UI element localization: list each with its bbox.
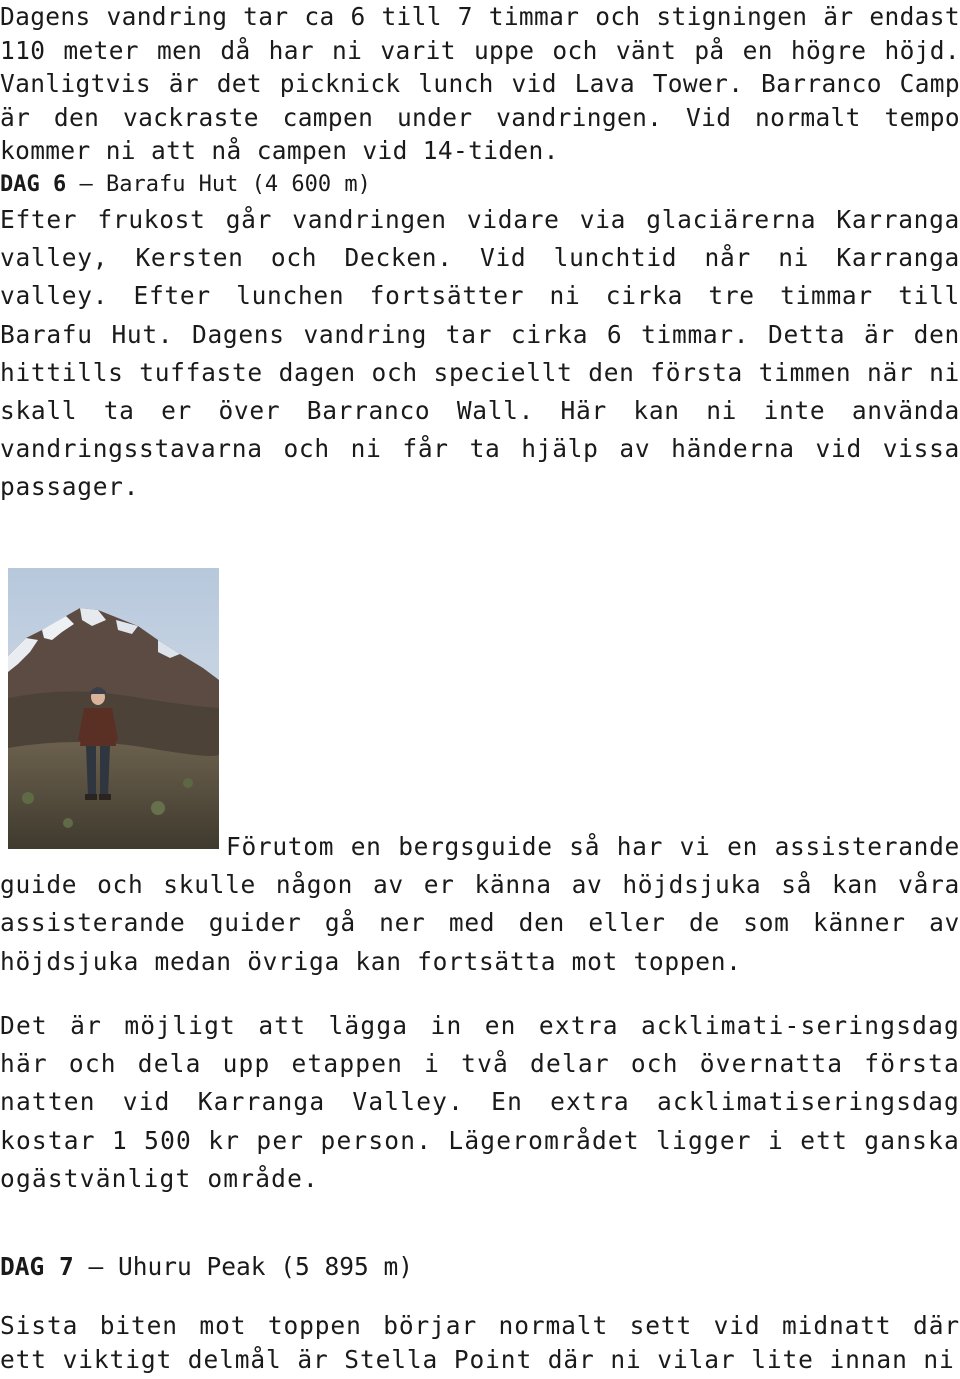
day7-title: – Uhuru Peak (5 895 m) [73,1252,414,1281]
day6-title: – Barafu Hut (4 600 m) [66,171,371,197]
day7-heading [0,1248,960,1286]
extra-day-paragraph: Det är möjligt att lägga in en extra acklimati-seringsdag här och dela upp etappen i två delar och övernatta första natten vid Karranga Valley. En extra acklimatiseringsdag kostar 1 500 kr per person. Lägerområdet ligger i ett ganska ogästvänligt område. [0,1011,960,1193]
day7-paragraph: Sista biten mot toppen börjar normalt sett vid midnatt där ett viktigt delmål är Stella Point där ni vilar lite innan ni [0,1311,960,1374]
day6-paragraph: Efter frukost går vandringen vidare via glaciärerna Karranga valley, Kersten och Decken. Vid lunchtid når ni Karranga valley. Efter lunchen fortsätter ni cirka tre timmar till Barafu Hut. Dagens vandring tar cirka 6 timmar. Detta är den hittills tuffaste dagen och speciellt den första timmen när ni skall ta er över Barranco Wall. Här kan ni inte använda vandringsstavarna och ni får ta hjälp av händerna vid vissa passager. [0,204,960,502]
day6-heading [0,168,960,201]
day6-label: DAG 6 [0,171,67,197]
day7-label: DAG 7 [0,1252,74,1281]
guide-paragraph: Förutom en bergsguide så har vi en assisterande guide och skulle någon av er känna av höjdsjuka så kan våra assisterande guider gå ner med den eller de som känner av höjdsjuka medan övriga kan fortsätta mot toppen. [0,832,960,976]
intro-paragraph [0,0,960,201]
intro-text: Dagens vandring tar ca 6 till 7 timmar och stigningen är endast 110 meter men då har ni varit uppe och vänt på en högre höjd. Vanligtvis är det picknick lunch vid Lava Tower. Barranco Camp är den vackraste campen under vandringen. Vid normalt tempo kommer ni att nå campen vid 14-tiden. [0,2,960,166]
hiker-mountain-photo [8,568,219,849]
